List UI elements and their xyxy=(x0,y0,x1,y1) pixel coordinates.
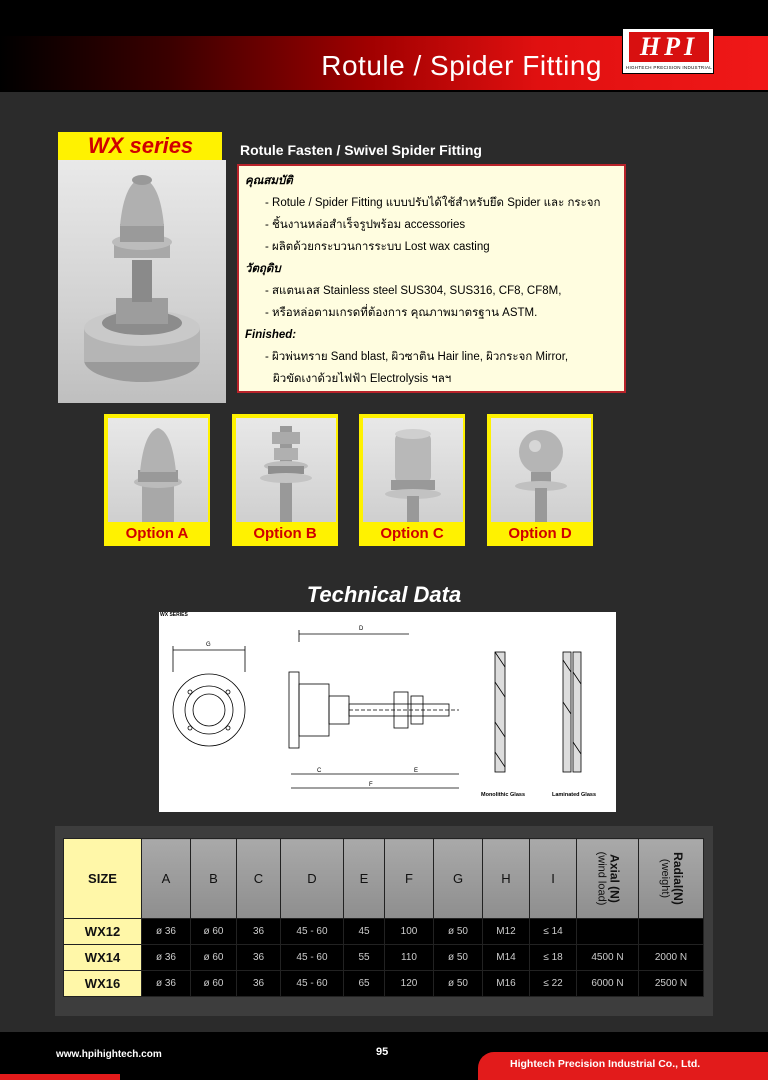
cell-size: WX12 xyxy=(64,919,142,945)
header-e: E xyxy=(344,839,385,919)
option-a-card xyxy=(104,414,210,546)
cell-size: WX14 xyxy=(64,945,142,971)
axial-label: Axial (N) xyxy=(607,854,621,903)
logo-mark: HPI xyxy=(629,32,709,62)
finished-item: ผิวขัดเงาด้วยไฟฟ้า Electrolysis ฯลฯ xyxy=(273,373,452,385)
cell-a: ø 36 xyxy=(142,919,191,945)
property-item: - ชิ้นงานหล่อสำเร็จรูปพร้อม accessories xyxy=(265,219,466,231)
cell-b: ø 60 xyxy=(191,971,237,997)
cell-h: M14 xyxy=(483,945,530,971)
monolithic-caption: Monolithic Glass xyxy=(481,792,526,798)
cell-i: ≤ 18 xyxy=(530,945,577,971)
cell-d: 45 - 60 xyxy=(281,945,344,971)
logo-subtitle: HIGHTECH PRECISION INDUSTRIAL xyxy=(625,65,713,70)
cell-f: 100 xyxy=(385,919,434,945)
cell-e: 65 xyxy=(344,971,385,997)
table-row xyxy=(64,971,704,997)
cell-h: M12 xyxy=(483,919,530,945)
material-item: - สแตนเลส Stainless steel SUS304, SUS316, CF8, CF8M, xyxy=(265,285,562,297)
cell-i: ≤ 22 xyxy=(530,971,577,997)
finished-title: Finished: xyxy=(245,329,297,341)
footer xyxy=(0,1032,768,1080)
header-axial xyxy=(577,839,639,919)
header-c: C xyxy=(237,839,281,919)
laminated-caption: Laminated Glass xyxy=(552,792,597,798)
svg-text:E: E xyxy=(414,768,419,774)
cell-b: ø 60 xyxy=(191,945,237,971)
spec-heading: Rotule Fasten / Swivel Spider Fitting xyxy=(240,142,482,158)
spec-box xyxy=(237,164,626,393)
header-f: F xyxy=(385,839,434,919)
cell-g: ø 50 xyxy=(434,971,483,997)
page-number: 95 xyxy=(376,1046,389,1058)
cell-f: 110 xyxy=(385,945,434,971)
cell-a: ø 36 xyxy=(142,945,191,971)
cell-radial xyxy=(639,919,704,945)
cell-d: 45 - 60 xyxy=(281,971,344,997)
option-d-card xyxy=(487,414,593,546)
material-title: วัตถุดิบ xyxy=(245,263,281,275)
option-b-label: Option B xyxy=(253,525,317,542)
dimension-table-panel xyxy=(55,826,713,1016)
option-c-card xyxy=(359,414,465,546)
finished-item: - ผิวพ่นทราย Sand blast, ผิวซาติน Hair line, ผิวกระจก Mirror, xyxy=(265,351,569,363)
cell-c: 36 xyxy=(237,919,281,945)
material-item: - หรือหล่อตามเกรดที่ต้องการ คุณภาพมาตรฐาน ASTM. xyxy=(265,307,538,319)
cell-e: 55 xyxy=(344,945,385,971)
cell-g: ø 50 xyxy=(434,945,483,971)
header-a: A xyxy=(142,839,191,919)
cell-a: ø 36 xyxy=(142,971,191,997)
cell-b: ø 60 xyxy=(191,919,237,945)
table-row xyxy=(64,919,704,945)
cell-h: M16 xyxy=(483,971,530,997)
cell-size: WX16 xyxy=(64,971,142,997)
property-item: - ผลิตด้วยกระบวนการระบบ Lost wax casting xyxy=(265,241,490,253)
properties-title: คุณสมบัติ xyxy=(245,175,293,187)
footer-red-accent xyxy=(0,1074,120,1080)
radial-label: Radial(N) xyxy=(670,852,685,905)
cell-axial: 4500 N xyxy=(577,945,639,971)
page-title: Rotule / Spider Fitting xyxy=(321,50,602,81)
technical-drawing xyxy=(159,612,616,812)
option-b-photo xyxy=(236,418,336,522)
svg-text:C: C xyxy=(317,768,322,774)
cell-radial: 2500 N xyxy=(639,971,704,997)
header-radial xyxy=(639,839,704,919)
option-d-photo xyxy=(491,418,591,522)
header-b: B xyxy=(191,839,237,919)
cell-d: 45 - 60 xyxy=(281,919,344,945)
option-b-card xyxy=(232,414,338,546)
website-url: www.hpihightech.com xyxy=(56,1049,162,1060)
header-d: D xyxy=(281,839,344,919)
table-header-row xyxy=(64,839,704,919)
svg-text:D: D xyxy=(359,626,364,632)
cell-i: ≤ 14 xyxy=(530,919,577,945)
option-a-photo xyxy=(108,418,208,522)
table-row xyxy=(64,945,704,971)
cell-c: 36 xyxy=(237,971,281,997)
option-c-label: Option C xyxy=(380,525,444,542)
series-label: WX series xyxy=(58,132,222,160)
header-g: G xyxy=(434,839,483,919)
cell-axial: 6000 N xyxy=(577,971,639,997)
option-d-label: Option D xyxy=(508,525,572,542)
option-a-label: Option A xyxy=(125,525,189,542)
cell-axial xyxy=(577,919,639,945)
drawing-series-label: WX SERIES xyxy=(160,612,188,618)
cell-f: 120 xyxy=(385,971,434,997)
radial-sub: (weight) xyxy=(658,858,671,899)
hpi-logo xyxy=(622,28,714,74)
cell-radial: 2000 N xyxy=(639,945,704,971)
header-h: H xyxy=(483,839,530,919)
header-size: SIZE xyxy=(64,839,142,919)
cell-c: 36 xyxy=(237,945,281,971)
svg-text:F: F xyxy=(369,782,373,788)
technical-data-title: Technical Data xyxy=(306,582,462,607)
property-item: - Rotule / Spider Fitting แบบปรับได้ใช้สำหรับยึด Spider และ กระจก xyxy=(265,197,601,209)
axial-sub: (wind load) xyxy=(595,851,607,906)
cell-e: 45 xyxy=(344,919,385,945)
header-i: I xyxy=(530,839,577,919)
product-photo xyxy=(58,160,226,403)
option-c-photo xyxy=(363,418,463,522)
cell-g: ø 50 xyxy=(434,919,483,945)
company-name: Hightech Precision Industrial Co., Ltd. xyxy=(510,1058,701,1070)
dimension-table xyxy=(63,838,704,997)
svg-text:G: G xyxy=(206,642,211,648)
